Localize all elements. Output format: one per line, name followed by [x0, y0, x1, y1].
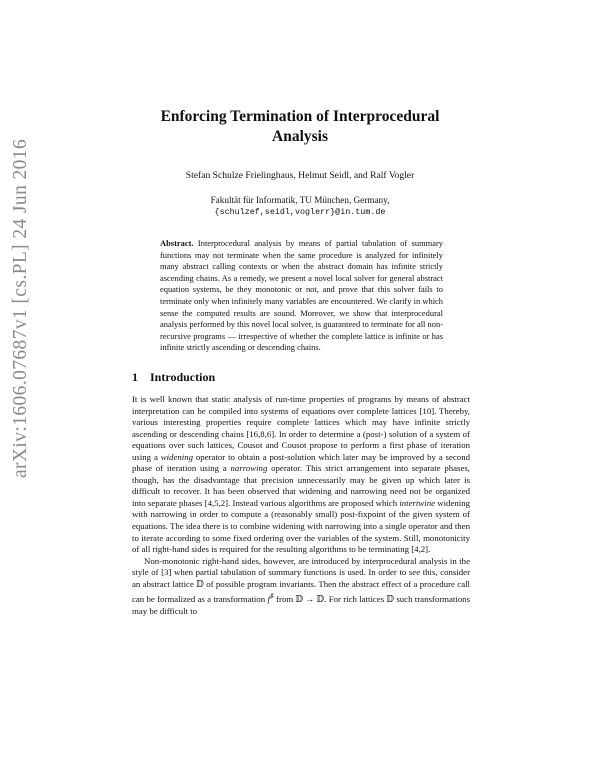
paragraph-text: It is well known that static analysis of run-time properties of programs by means of abstract interpretation can be compiled into systems of equations over complete lattices [10]. Thereby, various interesting properties require complete lattices which may have infinite strictly ascending or descending chains [16,8,6]. In order to determine a (post-) solution of a system of equations over such lattices, Cousot and Cousot propose to perform a first phase of iteration using a	[132, 394, 470, 462]
introduction-body	[132, 394, 470, 617]
paragraph	[132, 394, 470, 556]
paragraph-text: Non-monotonic right-hand sides, however, are introduced by interprocedural analysis in the style of [3] when partial tabulation of summary functions is used. In order to see this, consider an abstract lattice 𝔻 of possible program invariants. Then the abstract effect of a procedure call can be formalized as a transformation	[132, 555, 470, 605]
abstract-block	[160, 238, 443, 354]
affiliation-block	[120, 194, 480, 218]
paragraph-text: operator to obtain a post-solution which later may be improved by a second phase of iteration using a	[132, 451, 470, 474]
author-list: Stefan Schulze Frielinghaus, Helmut Seidl, and Ralf Vogler	[185, 170, 415, 181]
paragraph-text: from 𝔻 → 𝔻. For rich lattices 𝔻 such transformations may be difficult to	[132, 594, 471, 616]
section-number: 1	[132, 370, 138, 384]
emphasis-intertwine: intertwine	[399, 497, 436, 508]
math-f: f	[267, 594, 270, 605]
abstract-label: Abstract.	[160, 238, 194, 248]
arxiv-identifier: arXiv:1606.07687v1 [cs.PL] 24 Jun 2016	[10, 138, 31, 478]
paragraph	[132, 556, 470, 618]
paper-title: Enforcing Termination of Interprocedural Analysis	[160, 108, 440, 145]
emphasis-widening: widening	[160, 451, 194, 462]
section-title: Introduction	[150, 370, 216, 384]
abstract-text: Interprocedural analysis by means of partial tabulation of summary functions may not terminate when the same procedure is analyzed for infinitely many abstract calling contexts or when the abstract domain has infinite strictly ascending chains. As a remedy, we present a novel local solver for general abstract equation systems, be they monotonic or not, and prove that this solver fails to terminate only when infinitely many variables are encountered. We clarify in which sense the computed results are sound. Moreover, we show that interprocedural analysis performed by this novel local solver, is guaranteed to terminate for all non-recursive programs — irrespective of whether the complete lattice is infinite or has infinite strictly ascending or descending chains.	[160, 238, 444, 353]
paragraph-text: operator. This strict arrangement into separate phases, though, has the disadvantage that precision unnecessarily may be given up which later is difficult to recover. It has been observed that widening and narrowing need not be organized into separate phases [4,5,2]. Instead various algorithms are proposed which	[132, 463, 470, 508]
author-email: {schulzef,seidl,voglerr}@in.tum.de	[214, 207, 386, 217]
math-sharp: ♯	[269, 591, 274, 601]
affiliation-text: Fakultät für Informatik, TU München, Germany,	[210, 195, 390, 205]
section-heading-introduction	[132, 370, 432, 385]
paragraph-text: widening with narrowing in order to compute a (reasonably small) post-fixpoint of the given system of equations. The idea there is to combine widening with narrowing into a single operator and then to iterate according to some fixed ordering over the variables of the system. Still, monotonicity of all right-hand sides is required for the resulting algorithms to be terminating [4,2].	[132, 497, 470, 555]
emphasis-narrowing: narrowing	[230, 463, 268, 474]
